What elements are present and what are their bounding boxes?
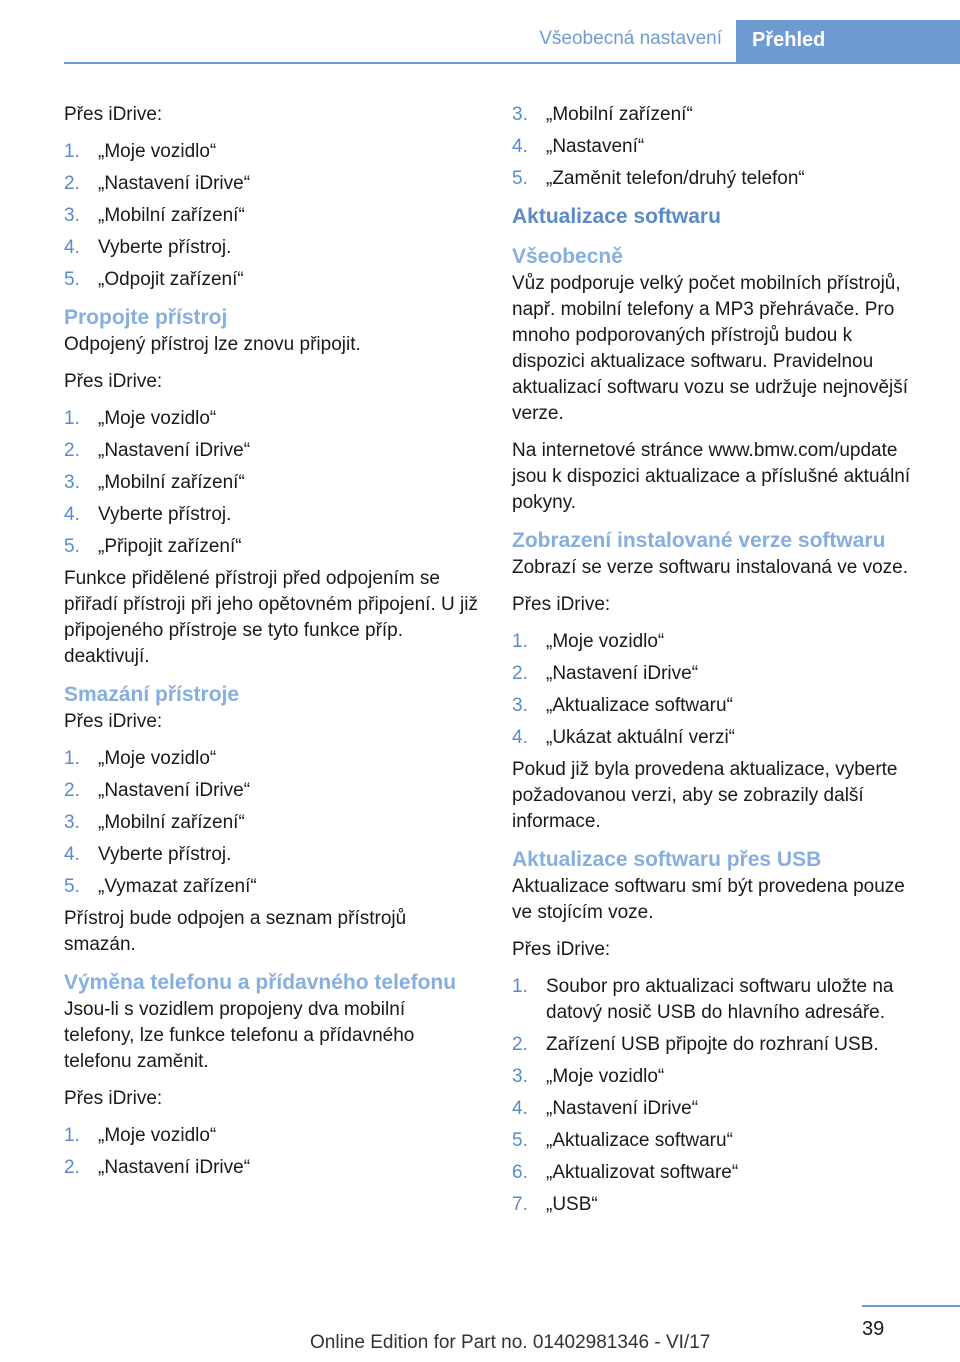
page-number: 39 bbox=[862, 1318, 885, 1340]
list-item bbox=[64, 778, 478, 804]
heading-usb-update: Aktualizace softwaru přes USB bbox=[512, 848, 822, 871]
list-item-text: „Aktualizovat software“ bbox=[546, 1162, 739, 1183]
list-item-text: „Nastavení iDrive“ bbox=[546, 663, 699, 684]
list-item-text: Vyberte přístroj. bbox=[98, 237, 232, 258]
list-item-number: 5. bbox=[512, 1130, 528, 1151]
list-item-number: 5. bbox=[64, 536, 80, 557]
list-item-text: Vyberte přístroj. bbox=[98, 844, 232, 865]
list-item-text: „Nastavení iDrive“ bbox=[98, 173, 251, 194]
paragraph: Přístroj bude odpojen a seznam přístrojů smazán. bbox=[64, 908, 407, 955]
list-item-number: 5. bbox=[512, 168, 528, 189]
list-item bbox=[512, 1096, 926, 1122]
list-item-number: 1. bbox=[64, 408, 80, 429]
list-item bbox=[64, 171, 478, 197]
list-item-text: „Mobilní zařízení“ bbox=[98, 812, 245, 833]
paragraph: Na internetové stránce www.bmw.com/update jsou k dispozici aktualizace a příslušné aktuální pokyny. bbox=[512, 440, 911, 513]
list-item-text: „Nastavení iDrive“ bbox=[98, 1157, 251, 1178]
list-item-number: 3. bbox=[512, 1066, 528, 1087]
list-item-number: 3. bbox=[64, 472, 80, 493]
list-item-number: 6. bbox=[512, 1162, 528, 1183]
list-item-number: 1. bbox=[512, 976, 528, 997]
list-item-number: 3. bbox=[64, 205, 80, 226]
list-item bbox=[64, 235, 478, 261]
list-item-number: 4. bbox=[512, 1098, 528, 1119]
list-item bbox=[64, 203, 478, 229]
list-item-text: „Nastavení iDrive“ bbox=[98, 780, 251, 801]
list-item bbox=[512, 1064, 926, 1090]
list-item-text: „Mobilní zařízení“ bbox=[98, 472, 245, 493]
steps-list bbox=[64, 746, 478, 900]
list-item-number: 4. bbox=[512, 727, 528, 748]
paragraph: Přes iDrive: bbox=[64, 711, 163, 732]
list-item-text: „Aktualizace softwaru“ bbox=[546, 1130, 733, 1151]
steps-list bbox=[64, 1123, 478, 1181]
list-item bbox=[512, 166, 926, 192]
list-item bbox=[512, 974, 926, 1026]
list-item-number: 5. bbox=[64, 876, 80, 897]
list-item bbox=[64, 534, 478, 560]
list-item-number: 3. bbox=[64, 812, 80, 833]
header-rule bbox=[64, 62, 960, 64]
list-item bbox=[512, 134, 926, 160]
list-item-number: 4. bbox=[512, 136, 528, 157]
list-item-number: 3. bbox=[512, 104, 528, 125]
steps-list bbox=[512, 974, 926, 1218]
list-item-text: „Nastavení“ bbox=[546, 136, 645, 157]
paragraph: Přes iDrive: bbox=[64, 371, 163, 392]
heading-swap-phone: Výměna telefonu a přídavného telefonu bbox=[64, 971, 457, 994]
list-item-number: 2. bbox=[64, 1157, 80, 1178]
steps-list bbox=[64, 139, 478, 293]
list-item bbox=[64, 406, 478, 432]
list-item-text: Soubor pro aktualizaci softwaru uložte na datový nosič USB do hlavního adresáře. bbox=[546, 976, 894, 1023]
heading-general: Všeobecně bbox=[512, 245, 623, 268]
paragraph: Funkce přidělené přístroji před odpojením se přiřadí přístroji při jeho opětovném připojení. U již připojeného přístroje se tyto funkce příp. deaktivují. bbox=[64, 568, 478, 667]
list-item-text: „Odpojit zařízení“ bbox=[98, 269, 244, 290]
list-item bbox=[64, 139, 478, 165]
list-item-text: „Nastavení iDrive“ bbox=[98, 440, 251, 461]
paragraph: Odpojený přístroj lze znovu připojit. bbox=[64, 334, 361, 355]
list-item-text: „Zaměnit telefon/druhý telefon“ bbox=[546, 168, 805, 189]
list-item bbox=[64, 267, 478, 293]
list-item bbox=[512, 102, 926, 128]
list-item bbox=[64, 1123, 478, 1149]
heading-installed-version: Zobrazení instalované verze softwaru bbox=[512, 529, 886, 552]
list-item bbox=[64, 874, 478, 900]
list-item-text: „Ukázat aktuální verzi“ bbox=[546, 727, 736, 748]
list-item-number: 7. bbox=[512, 1194, 528, 1215]
list-item-number: 1. bbox=[64, 748, 80, 769]
list-item bbox=[512, 661, 926, 687]
right-column bbox=[512, 102, 926, 1224]
list-item bbox=[64, 842, 478, 868]
list-item-text: „Nastavení iDrive“ bbox=[546, 1098, 699, 1119]
list-item-number: 1. bbox=[512, 631, 528, 652]
list-item bbox=[64, 1155, 478, 1181]
paragraph: Aktualizace softwaru smí být provedena pouze ve stojícím voze. bbox=[512, 876, 905, 923]
paragraph: Přes iDrive: bbox=[512, 594, 611, 615]
steps-list bbox=[64, 406, 478, 560]
list-item bbox=[512, 1192, 926, 1218]
list-item-number: 2. bbox=[512, 1034, 528, 1055]
list-item bbox=[512, 1128, 926, 1154]
list-item-text: „Moje vozidlo“ bbox=[98, 1125, 217, 1146]
paragraph: Vůz podporuje velký počet mobilních přístrojů, např. mobilní telefony a MP3 přehrávače. Pro mnoho podporovaných přístrojů budou k dispozici aktualizace softwaru. Pravidelnou aktualizací softwaru vozu se udržuje nejnovější verze. bbox=[512, 273, 909, 424]
list-item-number: 4. bbox=[64, 237, 80, 258]
intro-text: Přes iDrive: bbox=[64, 104, 163, 125]
left-column bbox=[64, 102, 478, 1187]
paragraph: Pokud již byla provedena aktualizace, vyberte požadovanou verzi, aby se zobrazily další informace. bbox=[512, 759, 898, 832]
header-section-title: Všeobecná nastavení bbox=[539, 28, 722, 49]
list-item bbox=[64, 810, 478, 836]
steps-list bbox=[512, 629, 926, 751]
list-item bbox=[512, 629, 926, 655]
paragraph: Zobrazí se verze softwaru instalovaná ve voze. bbox=[512, 557, 909, 578]
list-item-text: „Připojit zařízení“ bbox=[98, 536, 242, 557]
list-item-text: „Vymazat zařízení“ bbox=[98, 876, 257, 897]
list-item-number: 5. bbox=[64, 269, 80, 290]
list-item bbox=[64, 746, 478, 772]
steps-list bbox=[512, 102, 926, 192]
list-item-text: „Mobilní zařízení“ bbox=[98, 205, 245, 226]
list-item-text: „Moje vozidlo“ bbox=[98, 408, 217, 429]
list-item bbox=[512, 693, 926, 719]
list-item-number: 1. bbox=[64, 141, 80, 162]
list-item-text: „Moje vozidlo“ bbox=[98, 748, 217, 769]
header-tab-overview: Přehled bbox=[736, 20, 960, 64]
list-item-number: 3. bbox=[512, 695, 528, 716]
list-item-number: 2. bbox=[512, 663, 528, 684]
list-item bbox=[64, 502, 478, 528]
list-item-text: Vyberte přístroj. bbox=[98, 504, 232, 525]
heading-connect-device: Propojte přístroj bbox=[64, 306, 228, 329]
list-item-number: 2. bbox=[64, 780, 80, 801]
footer-edition: Online Edition for Part no. 01402981346 - VI/17 bbox=[310, 1332, 711, 1353]
list-item-text: „Mobilní zařízení“ bbox=[546, 104, 693, 125]
list-item-text: „USB“ bbox=[546, 1194, 598, 1215]
footer-rule bbox=[862, 1305, 960, 1307]
list-item-number: 4. bbox=[64, 844, 80, 865]
list-item-text: „Moje vozidlo“ bbox=[98, 141, 217, 162]
list-item-number: 2. bbox=[64, 440, 80, 461]
list-item-text: „Moje vozidlo“ bbox=[546, 1066, 665, 1087]
paragraph: Přes iDrive: bbox=[512, 939, 611, 960]
heading-software-update: Aktualizace softwaru bbox=[512, 205, 721, 228]
list-item-text: „Aktualizace softwaru“ bbox=[546, 695, 733, 716]
list-item-text: Zařízení USB připojte do rozhraní USB. bbox=[546, 1034, 879, 1055]
list-item bbox=[64, 438, 478, 464]
list-item bbox=[512, 1032, 926, 1058]
list-item-text: „Moje vozidlo“ bbox=[546, 631, 665, 652]
list-item bbox=[64, 470, 478, 496]
list-item-number: 4. bbox=[64, 504, 80, 525]
list-item bbox=[512, 725, 926, 751]
list-item bbox=[512, 1160, 926, 1186]
paragraph: Jsou-li s vozidlem propojeny dva mobilní telefony, lze funkce telefonu a přídavného telefonu zaměnit. bbox=[64, 999, 415, 1072]
list-item-number: 2. bbox=[64, 173, 80, 194]
list-item-number: 1. bbox=[64, 1125, 80, 1146]
paragraph: Přes iDrive: bbox=[64, 1088, 163, 1109]
heading-delete-device: Smazání přístroje bbox=[64, 683, 240, 706]
